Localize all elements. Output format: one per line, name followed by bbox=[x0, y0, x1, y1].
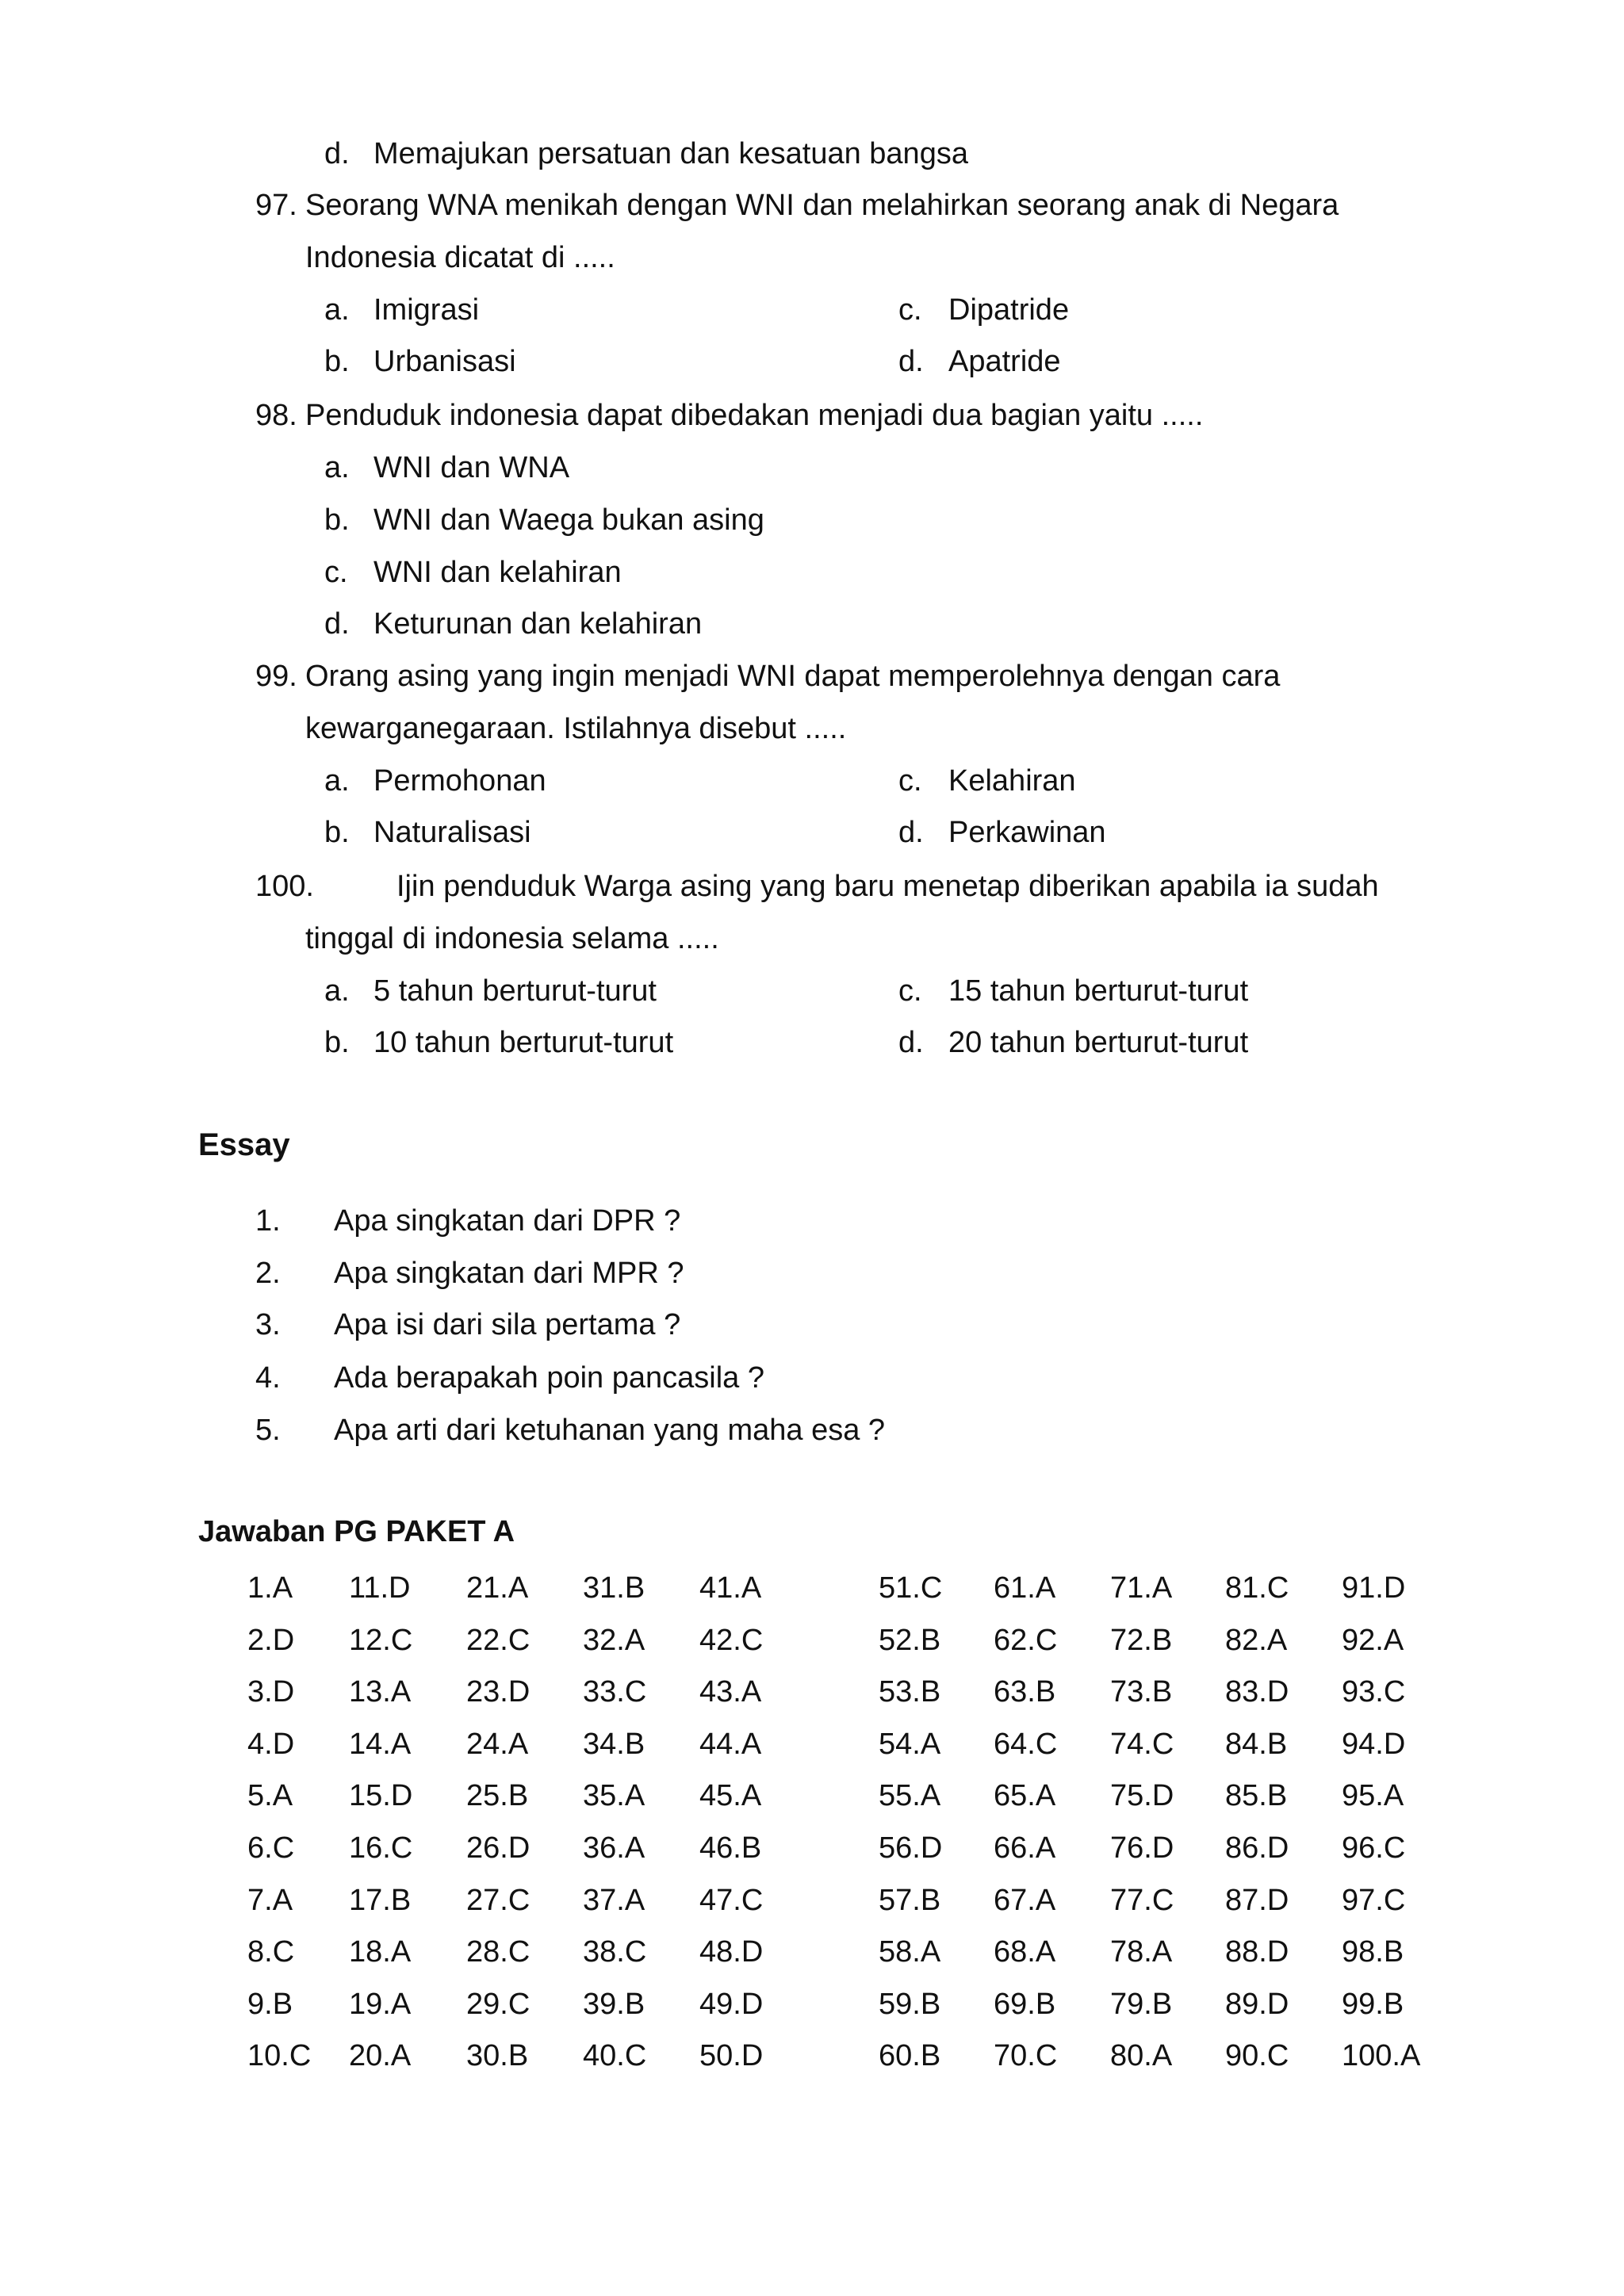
option-letter: b. bbox=[324, 503, 350, 537]
answer-key-cell: 17.B bbox=[349, 1884, 412, 1917]
answer-key-cell: 6.C bbox=[247, 1831, 295, 1865]
answer-key-cell: 83.D bbox=[1225, 1675, 1289, 1709]
answer-key-cell: 56.D bbox=[879, 1831, 943, 1865]
answer-key-cell: 60.B bbox=[879, 2039, 941, 2072]
option-letter: a. bbox=[324, 451, 350, 484]
option-text: 5 tahun berturut-turut bbox=[373, 974, 657, 1008]
answer-key-cell: 20.A bbox=[349, 2039, 412, 2072]
answer-key-cell: 14.A bbox=[349, 1728, 412, 1761]
answer-key-cell: 58.A bbox=[879, 1935, 941, 1969]
answer-key-cell: 39.B bbox=[583, 1988, 645, 2021]
answer-key-cell: 31.B bbox=[583, 1571, 645, 1605]
option-text: 15 tahun berturut-turut bbox=[948, 974, 1249, 1008]
answer-key-cell: 73.B bbox=[1110, 1675, 1173, 1709]
option-text: Imigrasi bbox=[373, 293, 480, 327]
answer-key-cell: 63.B bbox=[994, 1675, 1056, 1709]
answer-key-heading: Jawaban PG PAKET A bbox=[198, 1515, 515, 1548]
answer-key-cell: 19.A bbox=[349, 1988, 412, 2021]
answer-key-cell: 57.B bbox=[879, 1884, 941, 1917]
answer-key-cell: 50.D bbox=[699, 2039, 764, 2072]
answer-key-cell: 35.A bbox=[583, 1779, 645, 1812]
answer-key-cell: 49.D bbox=[699, 1988, 764, 2021]
option-letter: d. bbox=[898, 816, 924, 849]
option-letter: c. bbox=[898, 764, 922, 798]
question-text: Orang asing yang ingin menjadi WNI dapat memperolehnya dengan cara bbox=[305, 660, 1281, 693]
answer-key-cell: 4.D bbox=[247, 1728, 295, 1761]
answer-key-cell: 90.C bbox=[1225, 2039, 1289, 2072]
question-text-cont: kewarganegaraan. Istilahnya disebut ..... bbox=[305, 712, 847, 745]
question-text-cont: tinggal di indonesia selama ..... bbox=[305, 922, 719, 955]
option-letter: b. bbox=[324, 345, 350, 378]
question-number: 99. bbox=[255, 660, 297, 693]
option-text: Memajukan persatuan dan kesatuan bangsa bbox=[373, 137, 968, 170]
essay-question: Ada berapakah poin pancasila ? bbox=[334, 1361, 764, 1395]
option-text: Perkawinan bbox=[948, 816, 1106, 849]
essay-question: Apa arti dari ketuhanan yang maha esa ? bbox=[334, 1414, 886, 1447]
answer-key-cell: 18.A bbox=[349, 1935, 412, 1969]
essay-number: 5. bbox=[255, 1414, 281, 1447]
answer-key-cell: 96.C bbox=[1342, 1831, 1406, 1865]
essay-number: 3. bbox=[255, 1308, 281, 1341]
answer-key-cell: 16.C bbox=[349, 1831, 413, 1865]
answer-key-cell: 8.C bbox=[247, 1935, 295, 1969]
answer-key-cell: 54.A bbox=[879, 1728, 941, 1761]
answer-key-cell: 13.A bbox=[349, 1675, 412, 1709]
essay-number: 1. bbox=[255, 1204, 281, 1238]
answer-key-cell: 11.D bbox=[349, 1571, 411, 1605]
option-text: Dipatride bbox=[948, 293, 1070, 327]
option-text: Keturunan dan kelahiran bbox=[373, 607, 703, 641]
answer-key-cell: 23.D bbox=[466, 1675, 530, 1709]
answer-key-cell: 85.B bbox=[1225, 1779, 1288, 1812]
answer-key-cell: 66.A bbox=[994, 1831, 1056, 1865]
answer-key-cell: 44.A bbox=[699, 1728, 762, 1761]
question-text: Penduduk indonesia dapat dibedakan menjadi dua bagian yaitu ..... bbox=[305, 399, 1204, 432]
answer-key-cell: 59.B bbox=[879, 1988, 941, 2021]
answer-key-cell: 7.A bbox=[247, 1884, 293, 1917]
answer-key-cell: 12.C bbox=[349, 1624, 413, 1657]
option-letter: b. bbox=[324, 1026, 350, 1059]
answer-key-cell: 46.B bbox=[699, 1831, 762, 1865]
answer-key-cell: 92.A bbox=[1342, 1624, 1404, 1657]
answer-key-cell: 47.C bbox=[699, 1884, 764, 1917]
answer-key-cell: 43.A bbox=[699, 1675, 762, 1709]
answer-key-cell: 77.C bbox=[1110, 1884, 1174, 1917]
answer-key-cell: 22.C bbox=[466, 1624, 530, 1657]
answer-key-cell: 5.A bbox=[247, 1779, 293, 1812]
answer-key-cell: 32.A bbox=[583, 1624, 645, 1657]
answer-key-cell: 68.A bbox=[994, 1935, 1056, 1969]
option-text: WNI dan kelahiran bbox=[373, 556, 622, 589]
essay-heading: Essay bbox=[198, 1127, 290, 1162]
option-letter: d. bbox=[898, 345, 924, 378]
answer-key-cell: 51.C bbox=[879, 1571, 943, 1605]
answer-key-cell: 42.C bbox=[699, 1624, 764, 1657]
option-text: Apatride bbox=[948, 345, 1061, 378]
option-text: Kelahiran bbox=[948, 764, 1076, 798]
essay-number: 2. bbox=[255, 1257, 281, 1290]
option-text: 10 tahun berturut-turut bbox=[373, 1026, 674, 1059]
option-text: Permohonan bbox=[373, 764, 546, 798]
answer-key-cell: 9.B bbox=[247, 1988, 293, 2021]
answer-key-cell: 78.A bbox=[1110, 1935, 1173, 1969]
option-letter: b. bbox=[324, 816, 350, 849]
answer-key-cell: 25.B bbox=[466, 1779, 529, 1812]
answer-key-cell: 84.B bbox=[1225, 1728, 1288, 1761]
answer-key-cell: 70.C bbox=[994, 2039, 1058, 2072]
option-text: WNI dan WNA bbox=[373, 451, 570, 484]
answer-key-cell: 97.C bbox=[1342, 1884, 1406, 1917]
answer-key-cell: 21.A bbox=[466, 1571, 529, 1605]
answer-key-cell: 1.A bbox=[247, 1571, 293, 1605]
answer-key-cell: 69.B bbox=[994, 1988, 1056, 2021]
answer-key-cell: 34.B bbox=[583, 1728, 645, 1761]
answer-key-cell: 2.D bbox=[247, 1624, 295, 1657]
answer-key-cell: 26.D bbox=[466, 1831, 530, 1865]
answer-key-cell: 88.D bbox=[1225, 1935, 1289, 1969]
answer-key-cell: 94.D bbox=[1342, 1728, 1406, 1761]
option-text: WNI dan Waega bukan asing bbox=[373, 503, 764, 537]
answer-key-cell: 100.A bbox=[1342, 2039, 1421, 2072]
answer-key-cell: 37.A bbox=[583, 1884, 645, 1917]
answer-key-cell: 45.A bbox=[699, 1779, 762, 1812]
question-text: Ijin penduduk Warga asing yang baru menetap diberikan apabila ia sudah bbox=[396, 870, 1379, 903]
answer-key-cell: 76.D bbox=[1110, 1831, 1174, 1865]
question-number: 97. bbox=[255, 189, 297, 222]
essay-question: Apa singkatan dari MPR ? bbox=[334, 1257, 684, 1290]
essay-number: 4. bbox=[255, 1361, 281, 1395]
option-letter: c. bbox=[898, 974, 922, 1008]
answer-key-cell: 41.A bbox=[699, 1571, 762, 1605]
question-number: 98. bbox=[255, 399, 297, 432]
answer-key-cell: 36.A bbox=[583, 1831, 645, 1865]
answer-key-cell: 74.C bbox=[1110, 1728, 1174, 1761]
answer-key-cell: 81.C bbox=[1225, 1571, 1289, 1605]
answer-key-cell: 62.C bbox=[994, 1624, 1058, 1657]
answer-key-cell: 89.D bbox=[1225, 1988, 1289, 2021]
answer-key-cell: 64.C bbox=[994, 1728, 1058, 1761]
answer-key-cell: 10.C bbox=[247, 2039, 312, 2072]
answer-key-cell: 72.B bbox=[1110, 1624, 1173, 1657]
answer-key-cell: 48.D bbox=[699, 1935, 764, 1969]
option-letter: a. bbox=[324, 764, 350, 798]
answer-key-cell: 3.D bbox=[247, 1675, 295, 1709]
option-letter: d. bbox=[324, 607, 350, 641]
answer-key-cell: 65.A bbox=[994, 1779, 1056, 1812]
answer-key-cell: 52.B bbox=[879, 1624, 941, 1657]
answer-key-cell: 53.B bbox=[879, 1675, 941, 1709]
answer-key-cell: 55.A bbox=[879, 1779, 941, 1812]
answer-key-cell: 98.B bbox=[1342, 1935, 1404, 1969]
answer-key-cell: 82.A bbox=[1225, 1624, 1288, 1657]
answer-key-cell: 27.C bbox=[466, 1884, 530, 1917]
answer-key-cell: 80.A bbox=[1110, 2039, 1173, 2072]
answer-key-cell: 95.A bbox=[1342, 1779, 1404, 1812]
essay-question: Apa singkatan dari DPR ? bbox=[334, 1204, 681, 1238]
answer-key-cell: 38.C bbox=[583, 1935, 647, 1969]
essay-question: Apa isi dari sila pertama ? bbox=[334, 1308, 681, 1341]
option-letter: d. bbox=[324, 137, 350, 170]
answer-key-cell: 99.B bbox=[1342, 1988, 1404, 2021]
answer-key-cell: 71.A bbox=[1110, 1571, 1173, 1605]
answer-key-cell: 86.D bbox=[1225, 1831, 1289, 1865]
answer-key-cell: 61.A bbox=[994, 1571, 1056, 1605]
answer-key-cell: 93.C bbox=[1342, 1675, 1406, 1709]
answer-key-cell: 87.D bbox=[1225, 1884, 1289, 1917]
answer-key-cell: 15.D bbox=[349, 1779, 413, 1812]
answer-key-cell: 67.A bbox=[994, 1884, 1056, 1917]
answer-key-cell: 40.C bbox=[583, 2039, 647, 2072]
answer-key-cell: 24.A bbox=[466, 1728, 529, 1761]
option-letter: a. bbox=[324, 293, 350, 327]
answer-key-cell: 91.D bbox=[1342, 1571, 1406, 1605]
option-letter: c. bbox=[898, 293, 922, 327]
answer-key-cell: 79.B bbox=[1110, 1988, 1173, 2021]
option-text: 20 tahun berturut-turut bbox=[948, 1026, 1249, 1059]
answer-key-cell: 29.C bbox=[466, 1988, 530, 2021]
option-text: Naturalisasi bbox=[373, 816, 531, 849]
answer-key-cell: 30.B bbox=[466, 2039, 529, 2072]
option-letter: c. bbox=[324, 556, 348, 589]
answer-key-cell: 33.C bbox=[583, 1675, 647, 1709]
option-text: Urbanisasi bbox=[373, 345, 516, 378]
option-letter: d. bbox=[898, 1026, 924, 1059]
answer-key-cell: 75.D bbox=[1110, 1779, 1174, 1812]
question-text: Seorang WNA menikah dengan WNI dan melahirkan seorang anak di Negara bbox=[305, 189, 1339, 222]
option-letter: a. bbox=[324, 974, 350, 1008]
question-text-cont: Indonesia dicatat di ..... bbox=[305, 241, 615, 274]
answer-key-cell: 28.C bbox=[466, 1935, 530, 1969]
question-number: 100. bbox=[255, 870, 314, 903]
